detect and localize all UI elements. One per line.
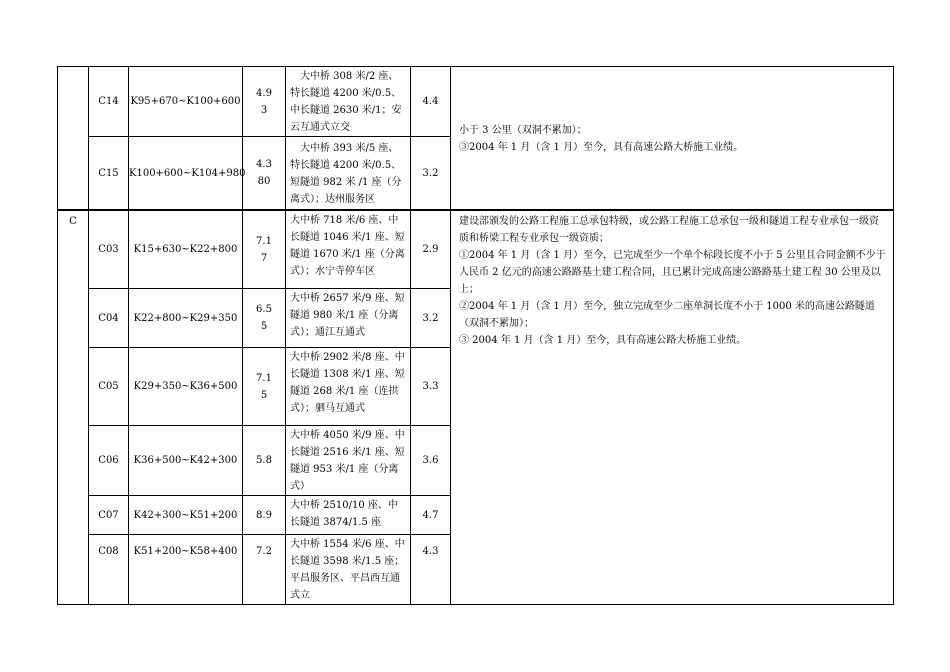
table-row: [58, 211, 894, 289]
group-cell: [58, 67, 89, 210]
qualification-requirements: [451, 211, 894, 605]
chainage-range: K42+300~K51+200: [129, 496, 243, 535]
section-code: C15: [89, 137, 129, 210]
chainage-range: K95+670~K100+600: [129, 67, 243, 137]
chainage-range: K51+200~K58+400: [129, 535, 243, 605]
group-label: C: [58, 211, 89, 605]
section-code: C04: [89, 289, 129, 348]
works-description: 大中桥 2510/10 座、中长隧道 3874/1.5 座: [286, 496, 411, 535]
requirement-text: ①2004 年 1 月（含 1 月）至今，已完成至少一个单个标段长度不小于 5 公里且合同金额不少于人民币 2 亿元的高速公路路基土建工程合同，且已累计完成高速公路路基土建工程 30 公里及以上；: [459, 250, 886, 295]
section-length: 7.2: [243, 535, 286, 605]
chainage-range: K15+630~K22+800: [129, 211, 243, 289]
requirement-text: ③2004 年 1 月（含 1 月）至今，具有高速公路大桥施工业绩。: [459, 142, 744, 153]
requirement-text: 小于 3 公里（双洞不累加）；: [459, 125, 587, 136]
section-score: 3.3: [411, 348, 451, 426]
section-code: C14: [89, 67, 129, 137]
requirement-text: ②2004 年 1 月（含 1 月）至今，独立完成至少二座单洞长度不小于 1000 米的高速公路隧道（双洞不累加）；: [459, 301, 875, 329]
works-description: 大中桥 2902 米/8 座、中长隧道 1308 米/1 座、短隧道 268 米/1 座（连拱式）；驷马互通式: [286, 348, 411, 426]
section-code: C06: [89, 426, 129, 496]
works-description: 大中桥 1554 米/6 座、中长隧道 3598 米/1.5 座；平昌服务区、平昌西互通式立: [286, 535, 411, 605]
table-lower: [57, 210, 894, 605]
section-length: 5.8: [243, 426, 286, 496]
works-description: 大中桥 393 米/5 座、特长隧道 4200 米/0.5、短隧道 982 米 /1 座（分离式）；达州服务区: [286, 137, 411, 210]
section-code: C03: [89, 211, 129, 289]
section-score: 2.9: [411, 211, 451, 289]
chainage-range: K29+350~K36+500: [129, 348, 243, 426]
section-length: 6.5 5: [243, 289, 286, 348]
section-length: 4.9 3: [243, 67, 286, 137]
chainage-range: K36+500~K42+300: [129, 426, 243, 496]
section-length: 7.1 5: [243, 348, 286, 426]
section-score: 3.2: [411, 137, 451, 210]
requirement-text: ③ 2004 年 1 月（含 1 月）至今，具有高速公路大桥施工业绩。: [459, 335, 747, 346]
chainage-range: K22+800~K29+350: [129, 289, 243, 348]
section-code: C05: [89, 348, 129, 426]
works-description: 大中桥 2657 米/9 座、短隧道 980 米/1 座（分离式）；通江互通式: [286, 289, 411, 348]
section-score: 3.2: [411, 289, 451, 348]
chainage-range: K100+600~K104+980: [129, 137, 243, 210]
section-code: C07: [89, 496, 129, 535]
section-length: 7.1 7: [243, 211, 286, 289]
works-description: 大中桥 718 米/6 座、中长隧道 1046 米/1 座、短隧道 1670 米/1 座（分离式）；水宁寺停车区: [286, 211, 411, 289]
section-score: 4.3: [411, 535, 451, 605]
table-upper: [57, 66, 894, 210]
section-length: 8.9: [243, 496, 286, 535]
requirement-text: 建设部颁发的公路工程施工总承包特级，或公路工程施工总承包一级和隧道工程专业承包一级资质和桥梁工程专业承包一级资质；: [459, 216, 879, 244]
works-description: 大中桥 308 米/2 座、特长隧道 4200 米/0.5、中长隧道 2630 米/1；安云互通式立交: [286, 67, 411, 137]
section-score: 4.4: [411, 67, 451, 137]
qualification-requirements: [451, 67, 894, 210]
section-score: 4.7: [411, 496, 451, 535]
works-description: 大中桥 4050 米/9 座、中长隧道 2516 米/1 座、短隧道 953 米/1 座（分离式）: [286, 426, 411, 496]
section-score: 3.6: [411, 426, 451, 496]
section-code: C08: [89, 535, 129, 605]
section-length: 4.3 80: [243, 137, 286, 210]
table-row: [58, 67, 894, 137]
